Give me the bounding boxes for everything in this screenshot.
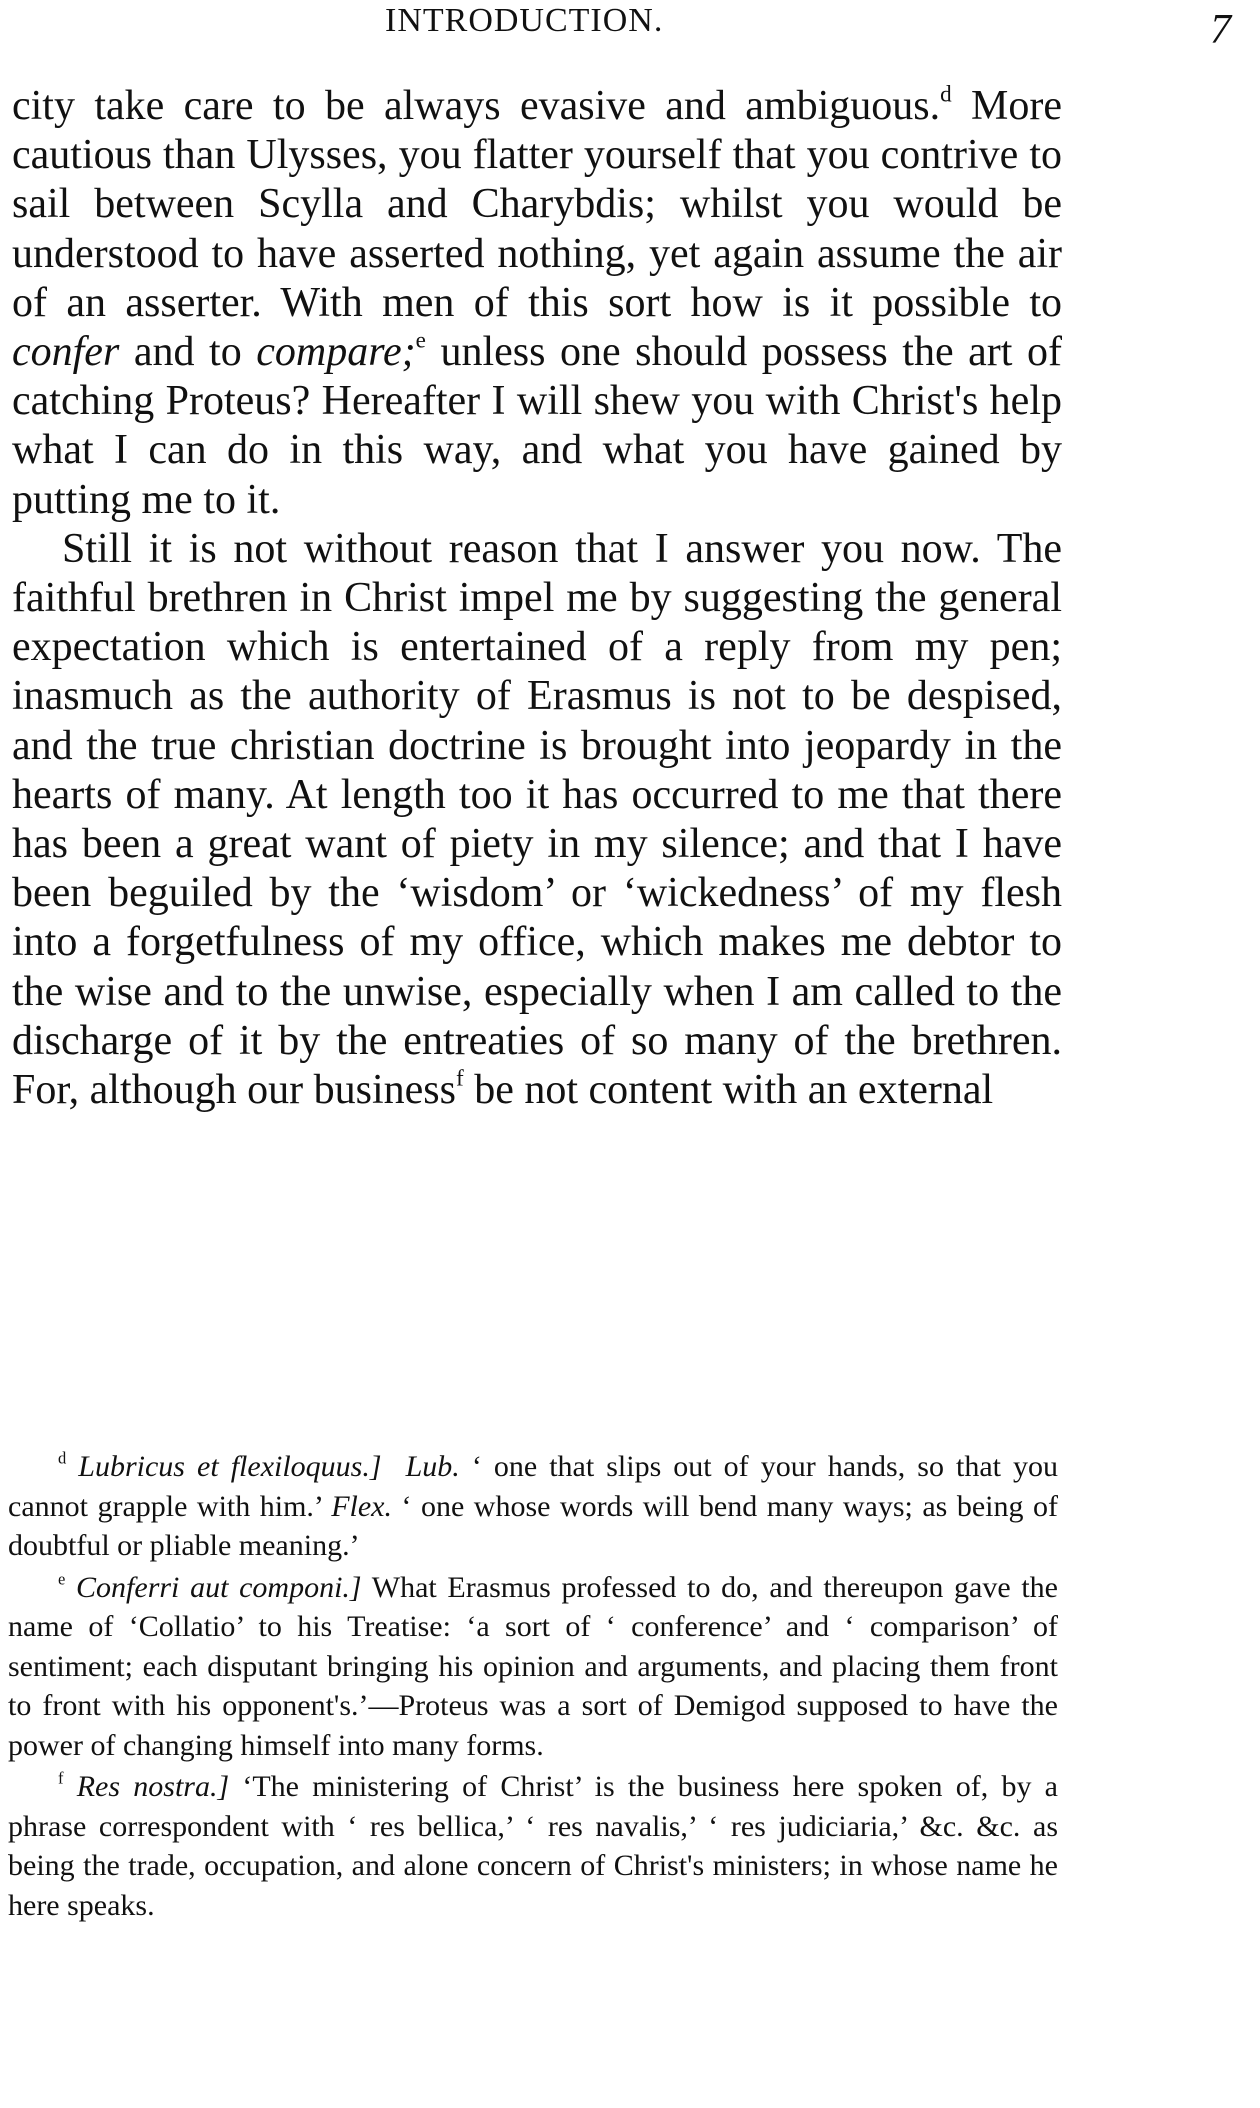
running-head: [0, 2, 1260, 53]
footnote-d-text-1: ‘ one that slips out of your hands, so that you cannot grapple with him.’: [8, 1450, 1059, 1523]
footnotes: [8, 1447, 1058, 1925]
paragraph-2-text-2: be not content with an external: [463, 1067, 994, 1114]
emphasis-compare: compare;: [256, 329, 416, 376]
footnote-marker-e: e: [415, 326, 426, 353]
emphasis-confer: confer: [12, 329, 120, 376]
footnote-d: [8, 1447, 1058, 1566]
paragraph-1-text-4: unless one should possess the art of catching Proteus? Hereafter I will shew you with Christ's help what I can do in this way, and what you have gained by putting me to it.: [12, 329, 1062, 523]
footnote-f: [8, 1767, 1058, 1925]
footnote-marker-d: d: [940, 80, 952, 107]
paragraph-2: [12, 525, 1062, 1115]
footnote-marker-f: f: [455, 1064, 464, 1091]
footnote-f-mark: f: [58, 1768, 64, 1788]
footnote-f-text: ‘The ministering of Christ’ is the business here spoken of, by a phrase correspondent with ‘ res bellica,’ ‘ res navalis,’ ‘ res judiciaria,’ &c. &c. as being the trade, occupation, and alone concern of Christ's ministers; in whose name he here speaks.: [8, 1770, 1058, 1922]
page-number: 7: [1210, 7, 1231, 53]
footnote-f-lemma: Res nostra.]: [76, 1770, 230, 1803]
footnote-d-abbr-2: Flex.: [331, 1489, 392, 1523]
paragraph-2-text-1: Still it is not without reason that I answer you now. The faithful brethren in Christ impel me by suggesting the general expectation which is entertained of a reply from my pen; inasmuch as the authority of Erasmus is not to be despised, and the true christian doctrine is brought into jeopardy in the hearts of many. At length too it has occurred to me that there has been a great want of piety in my silence; and that I have been beguiled by the ‘wisdom’ or ‘wickedness’ of my flesh into a forgetfulness of my office, which makes me debtor to the wise and to the unwise, especially when I am called to the discharge of it by the entreaties of so many of the brethren. For, although our business: [12, 525, 1062, 1114]
footnote-e: [8, 1568, 1058, 1766]
footnote-d-mark: d: [58, 1448, 67, 1468]
paragraph-1-text-1: city take care to be always evasive and ambiguous.: [12, 83, 941, 129]
footnote-e-mark: e: [58, 1569, 66, 1589]
running-title: INTRODUCTION.: [385, 2, 664, 39]
paragraph-1-text-3: and to: [119, 329, 257, 376]
main-text: [12, 82, 1062, 1115]
footnote-d-abbr-1: Lub.: [405, 1450, 460, 1483]
footnote-e-text: What Erasmus professed to do, and thereupon gave the name of ‘Collatio’ to his Treatise: ‘a sort of ‘ conference’ and ‘ comparison’ of sentiment; each disputant bringing his opinion and arguments, and placing them front to front with his opponent's.’—Proteus was a sort of Demigod supposed to have the power of changing himself into many forms.: [8, 1570, 1059, 1762]
paragraph-1-text-2: More cautious than Ulysses, you flatter yourself that you contrive to sail between Scylla and Charybdis; whilst you would be understood to have asserted nothing, yet again assume the air of an asserter. With men of this sort how is it possible to: [12, 83, 1062, 326]
footnote-e-lemma: Conferri aut componi.]: [76, 1570, 362, 1604]
paragraph-1: [12, 82, 1062, 525]
footnote-d-text-2: ‘ one whose words will bend many ways; as being of doubtful or pliable meaning.’: [8, 1489, 1058, 1562]
footnote-d-lemma: Lubricus et flexiloquus.]: [78, 1450, 382, 1483]
